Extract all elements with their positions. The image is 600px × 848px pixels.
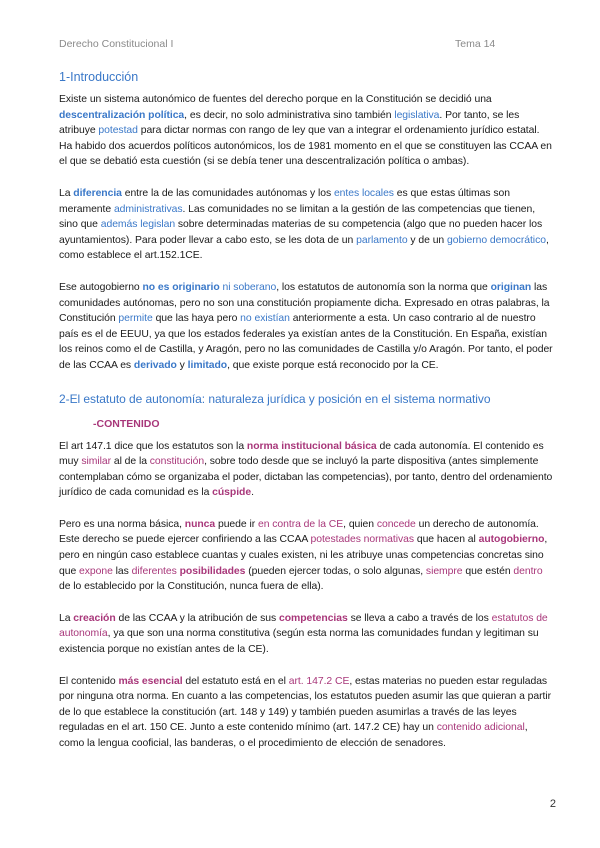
paragraph-3 xyxy=(59,280,555,374)
highlighted-term: autogobierno xyxy=(478,534,545,546)
header-topic: Tema 14 xyxy=(455,38,496,50)
highlighted-term: constitución xyxy=(149,456,205,468)
highlighted-term: similar xyxy=(81,456,111,468)
highlighted-term: gobierno democrático xyxy=(447,234,546,246)
highlighted-term: cúspide xyxy=(212,487,252,499)
text-run: un derecho de autonomía. Este derecho se puede ejercer confiriendo a las CCAA xyxy=(59,518,539,546)
text-run: al de la xyxy=(111,456,150,468)
highlighted-term: entes locales xyxy=(333,187,394,199)
highlighted-term: descentralización política xyxy=(59,109,185,121)
highlighted-term: diferentes xyxy=(131,565,177,577)
text-run: El art 147.1 dice que los estatutos son la xyxy=(59,440,247,452)
highlighted-term: estatutos de autonomía xyxy=(59,612,548,640)
highlighted-term: ni soberano xyxy=(222,281,277,293)
text-run: , como establece el art.152.1CE. xyxy=(59,234,549,262)
highlighted-term: posibilidades xyxy=(179,565,246,577)
highlighted-term: no existían xyxy=(240,313,290,325)
text-run: que las haya pero xyxy=(152,313,241,325)
highlighted-term: competencias xyxy=(279,612,348,624)
text-run: de cada autonomía. El contenido es muy xyxy=(59,440,544,468)
highlighted-term: contenido adicional xyxy=(436,722,525,734)
highlighted-term: permite xyxy=(118,313,153,325)
text-run: La xyxy=(59,187,74,199)
text-run: del estatuto está en el xyxy=(182,675,289,687)
highlighted-term: norma institucional básica xyxy=(246,440,377,452)
text-run: , como la lengua cooficial, las banderas, o el procedimiento de elección de senadores. xyxy=(59,722,528,749)
paragraph-5 xyxy=(59,517,555,595)
page-number: 2 xyxy=(549,798,556,810)
text-run: , los estatutos de autonomía son la norma que xyxy=(276,281,491,293)
text-run: , ya que son una norma constitutiva (según esta norma las comunidades fundan y legitiman su existencia porque no existían antes de la CE). xyxy=(59,628,539,656)
text-run: las comunidades autónomas, pero no son una constitución propiamente dicha. Expresado en otras palabras, la Constitución xyxy=(59,281,550,325)
highlighted-term: dentro xyxy=(513,565,543,577)
header-subject: Derecho Constitucional I xyxy=(59,38,174,50)
highlighted-term: limitado xyxy=(187,359,228,371)
highlighted-term: diferencia xyxy=(73,187,122,199)
highlighted-term: originan xyxy=(490,281,532,293)
text-run: de lo establecido por la Constitución, nunca fuera de ella). xyxy=(59,581,324,593)
text-run: , es decir, no solo administrativa sino también xyxy=(184,109,395,121)
paragraph-1 xyxy=(59,92,555,170)
text-run: , estas materias no pueden estar reguladas por ninguna otra norma. En cuanto a las competencias, los estatutos pueden asumir las que quieran a partir de lo que establece la constitución (art. 148 y 149) y también pueden asumirlas a través de las leyes reguladas en el art. 150 CE. Junto a este contenido mínimo (art. 147.2 CE) hay un xyxy=(59,675,552,734)
text-run: que estén xyxy=(462,565,514,577)
text-run: para dictar normas con rango de ley que van a integrar el ordenamiento jurídico estatal. Ha habido dos acuerdos políticos autonómicos, los de 1981 momento en el que se constituyen las CCAA en el que se debatió esta cuestión (si se debía tener una descentralización política o ambas). xyxy=(59,125,552,168)
paragraph-6 xyxy=(59,611,555,658)
paragraph-2 xyxy=(59,186,555,264)
text-run: es que estas últimas son meramente xyxy=(59,187,510,215)
highlighted-term: potestad xyxy=(98,125,138,137)
text-run: Existe un sistema autonómico de fuentes del derecho porque en la Constitución se decidió una xyxy=(59,94,492,105)
document-body xyxy=(59,70,555,768)
text-run: , sobre todo desde que se incluyó la parte dispositiva (antes simplemente contemplaban cómo se organizaba el poder, dictaban las competencias), por tanto, dentro del ordenamiento jurídico de cada comunidad es la xyxy=(59,456,553,499)
text-run: anteriormente a esta. Un caso contrario al de nuestro país es el de EEUU, ya que los estados federales ya existían antes de la Constitución. En España, existían los reinos como el de Castilla, y Aragón, pero no las comunidades de Castilla y/o Aragón. Por tanto, el poder de las CCAA es xyxy=(59,313,553,371)
highlighted-term: nunca xyxy=(184,518,216,530)
text-run: . Las comunidades no se limitan a la gestión de las competencias que tienen, sino que xyxy=(59,203,536,231)
section-1-title: 1-Introducción xyxy=(59,70,139,84)
highlighted-term: siempre xyxy=(425,565,463,577)
text-run: entre la de las comunidades autónomas y los xyxy=(121,187,334,199)
text-run: La xyxy=(59,612,74,624)
highlighted-term: parlamento xyxy=(356,234,408,246)
text-run: , quien xyxy=(343,518,377,530)
paragraph-7 xyxy=(59,674,555,752)
highlighted-term: legislativa xyxy=(394,109,440,121)
text-run: que hacen al xyxy=(414,534,479,546)
text-run: las xyxy=(112,565,132,577)
highlighted-term: administrativas xyxy=(113,203,183,215)
section-2-title: 2-El estatuto de autonomía: naturaleza jurídica y posición en el sistema normativo xyxy=(59,391,491,406)
highlighted-term: potestades normativas xyxy=(310,534,414,546)
text-run: , que existe porque está reconocido por la CE. xyxy=(227,359,439,371)
highlighted-term: no es originario xyxy=(142,281,220,293)
paragraph-4 xyxy=(59,439,555,501)
highlighted-term: art. 147.2 CE xyxy=(288,675,350,687)
text-run: . Por tanto, se les atribuye xyxy=(59,109,520,137)
highlighted-term: más esencial xyxy=(118,675,183,687)
highlighted-term: expone xyxy=(79,565,113,577)
text-run: . xyxy=(251,487,254,499)
highlighted-term: en contra de la CE xyxy=(257,518,344,530)
text-run: Ese autogobierno xyxy=(59,281,143,293)
text-run: sobre determinadas materias de su competencia (algo que no pueden hacer los ayuntamientos). Para poder llevar a cabo esto, se les dota de un xyxy=(59,219,543,246)
highlighted-term: concede xyxy=(376,518,416,530)
text-run: puede ir xyxy=(215,518,258,530)
highlighted-term: además legislan xyxy=(100,219,176,231)
text-run: y xyxy=(176,359,188,371)
page-header xyxy=(59,38,540,52)
highlighted-term: creación xyxy=(73,612,116,624)
highlighted-term: derivado xyxy=(133,359,177,371)
section-2-subheading: -CONTENIDO xyxy=(93,417,160,430)
text-run: se lleva a cabo a través de los xyxy=(347,612,492,624)
text-run: , pero en ningún caso establece cuantas y cuales existen, ni les atribuye unas competencias concretas sino que xyxy=(59,534,548,577)
text-run: Pero es una norma básica, xyxy=(59,518,185,530)
text-run: de las CCAA y la atribución de sus xyxy=(115,612,280,624)
text-run: y de un xyxy=(407,234,448,246)
text-run: (pueden ejercer todas, o solo algunas, xyxy=(245,565,426,577)
text-run: El contenido xyxy=(59,675,119,687)
